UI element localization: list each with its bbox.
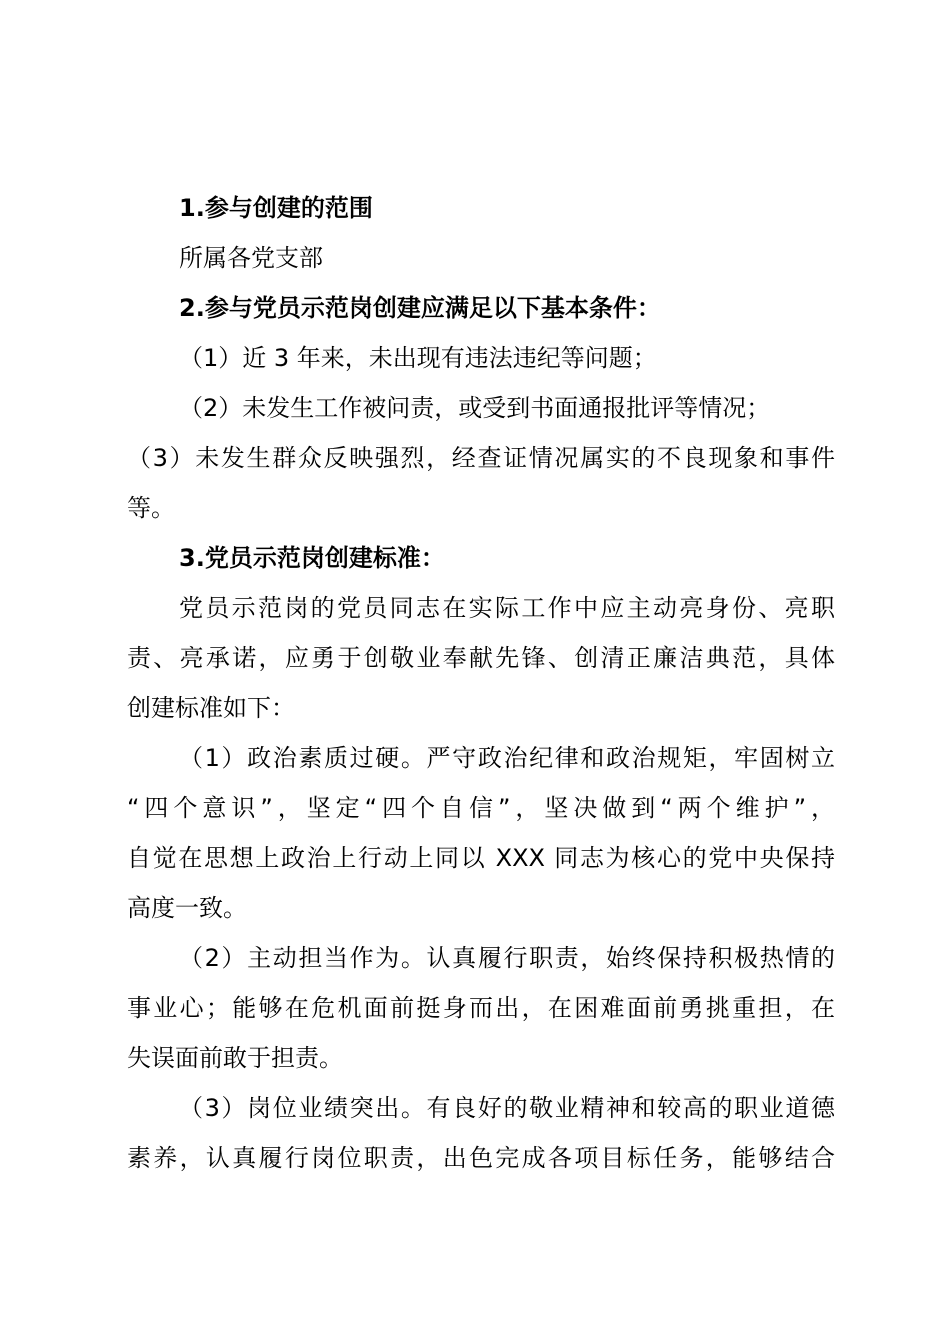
paragraph-line: （3）岗位业绩突出。有良好的敬业精神和较高的职业道德 bbox=[179, 1094, 835, 1122]
paragraph-line: （2）未发生工作被问责，或受到书面通报批评等情况； bbox=[179, 394, 771, 422]
section-heading: 2.参与党员示范岗创建应满足以下基本条件： bbox=[179, 294, 661, 322]
paragraph-line: （3）未发生群众反映强烈，经查证情况属实的不良现象和事件 bbox=[127, 444, 835, 472]
paragraph-line: 失误面前敢于担责。 bbox=[127, 1044, 343, 1072]
paragraph-line: 责、亮承诺，应勇于创敬业奉献先锋、创清正廉洁典范，具体 bbox=[127, 644, 835, 672]
paragraph-line: 等。 bbox=[127, 494, 175, 522]
paragraph-line: （1）政治素质过硬。严守政治纪律和政治规矩，牢固树立 bbox=[179, 744, 835, 772]
paragraph-line: 自觉在思想上政治上行动上同以 XXX 同志为核心的党中央保持 bbox=[127, 844, 835, 872]
paragraph-line: 党员示范岗的党员同志在实际工作中应主动亮身份、亮职 bbox=[179, 594, 835, 622]
section-heading: 3.党员示范岗创建标准： bbox=[179, 544, 445, 572]
paragraph-line: 素养，认真履行岗位职责，出色完成各项目标任务，能够结合 bbox=[127, 1144, 835, 1172]
paragraph-line: （2）主动担当作为。认真履行职责，始终保持积极热情的 bbox=[179, 944, 835, 972]
paragraph-line: （1）近 3 年来，未出现有违法违纪等问题； bbox=[179, 344, 657, 372]
paragraph-line: “四个意识”，坚定“四个自信”，坚决做到“两个维护”， bbox=[127, 794, 835, 822]
paragraph-line: 高度一致。 bbox=[127, 894, 247, 922]
paragraph-line: 创建标准如下： bbox=[127, 694, 295, 722]
section-heading: 1.参与创建的范围 bbox=[179, 194, 373, 222]
paragraph-line: 所属各党支部 bbox=[179, 244, 323, 272]
document-body bbox=[127, 183, 835, 1183]
paragraph-line: 事业心；能够在危机面前挺身而出，在困难面前勇挑重担，在 bbox=[127, 994, 835, 1022]
